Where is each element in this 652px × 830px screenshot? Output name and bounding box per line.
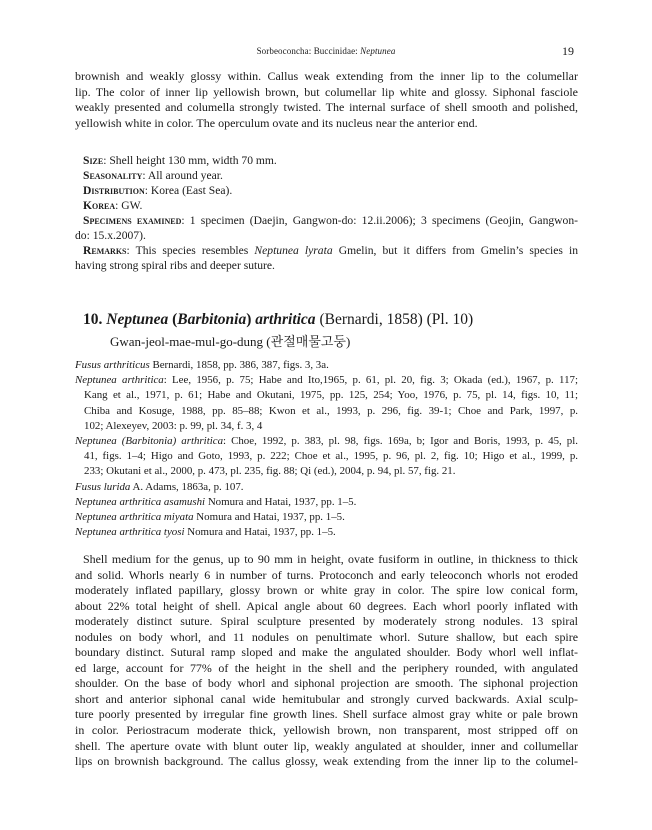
field-distribution — [83, 183, 578, 198]
text-line: 102; Alexeyev, 2003: p. 99, pl. 34, f. 3, 4 — [84, 419, 263, 432]
page-header — [0, 44, 652, 60]
text-line: 233; Okutani et al., 2000, p. 473, pl. 235, fig. 88; Qi (ed.), 2004, p. 94, pl. 57, fig. 21. — [84, 465, 456, 478]
field-label: Remarks — [83, 244, 127, 257]
subgenus-close: ) — [246, 311, 256, 328]
field-seasonality — [83, 168, 578, 183]
text-line: yellowish white in color. The operculum ovate and its nucleus near the anterior end. — [75, 115, 478, 130]
synonym-name: Neptunea arthritica asamushi — [75, 495, 206, 508]
text-line: do: 15.x.2007). — [75, 229, 146, 243]
species-heading — [83, 311, 473, 329]
text-line: ed large, account for 77% of the height in the shell and the periphery rounded, with angulated — [75, 660, 578, 675]
text-line: shell. The aperture ovate with blunt outer lip, weakly angulated at shoulder, inner and collumellar — [75, 738, 578, 753]
synonym-entry — [75, 373, 578, 434]
korean-common-name: Gwan-jeol-mae-mul-go-dung (관절매물고둥) — [110, 334, 351, 349]
text-line — [75, 373, 578, 388]
running-head — [0, 46, 652, 56]
synonym-entry — [75, 525, 578, 540]
synonym-entry — [75, 358, 578, 373]
text-line: 41, figs. 1–4; Higo and Goto, 1993, p. 222; Choe et al., 1995, p. 96, pl. 2, fig. 10; Higo et al., 1999, p. — [84, 450, 578, 463]
synonym-citation: : Lee, 1956, p. 75; Habe and Ito,1965, p. 61, pl. 20, fig. 3; Okada (ed.), 1967, p. 117; — [163, 374, 578, 387]
field-value: : 1 specimen (Daejin, Gangwon-do: 12.ii.2006); 3 specimens (Geojin, Gangwon- — [181, 214, 578, 227]
species-subgenus: Barbitonia — [177, 311, 247, 328]
synonym-entry — [75, 480, 578, 495]
text-line: in color. Periostracum moderate thick, yellowish brown, non transparent, most stripped off on — [75, 723, 578, 738]
synonym-entry — [75, 510, 578, 525]
text-line: short and anterior siphonal canal wide hemitubular and strongly curved backwards. Axial sculp- — [75, 691, 578, 706]
species-epithet: arthritica — [255, 311, 316, 328]
text-line: Shell medium for the genus, up to 90 mm in height, ovate fusiform in outline, in thickness to thick — [83, 552, 578, 566]
synonym-name: Neptunea arthritica — [75, 374, 164, 387]
synonym-entry — [75, 495, 578, 510]
synonym-subgenus: Barbitonia — [125, 435, 173, 448]
field-label: Specimens examined — [83, 214, 182, 227]
synonym-citation: Bernardi, 1858, pp. 386, 387, figs. 3, 3a. — [149, 359, 329, 371]
text-line: moderately distinct suture. Spiral sculpture presented by moderately strong nodules. 13 spiral — [75, 614, 578, 629]
synonym-entry — [75, 434, 578, 480]
text-line: Kang et al., 1971, p. 61; Habe and Okutani, 1975, pp. 125, 254; Yoo, 1976, p. 75, pl. 14, figs. 10, 11; — [84, 389, 578, 402]
synonym-citation: : Choe, 1992, p. 383, pl. 98, figs. 169a, b; Igor and Boris, 1993, p. 45, pl. — [223, 435, 578, 448]
text-line: weakly presented and columella strongly twisted. The internal surface of shell smooth and polished, — [75, 100, 578, 114]
field-korea — [83, 198, 578, 213]
field-specimens-examined — [75, 213, 578, 244]
running-head-text: Sorbeoconcha: Buccinidae: — [256, 46, 361, 56]
text-line — [75, 213, 578, 228]
synonym-name: Neptunea arthritica miyata — [75, 511, 194, 524]
synonym-citation: Nomura and Hatai, 1937, pp. 1–5. — [205, 495, 357, 508]
synonymy-list — [75, 358, 578, 540]
field-value: : Shell height 130 mm, width 70 mm. — [103, 154, 277, 167]
synonym-citation: Nomura and Hatai, 1937, pp. 1–5. — [184, 526, 336, 539]
field-label: Distribution — [83, 184, 145, 197]
species-reference: Neptunea lyrata — [254, 244, 333, 257]
field-size — [83, 153, 578, 168]
text-line: boundary distinct. Sutural ramp sloped and make the angulated shoulder. Body whorl well inflat- — [75, 645, 578, 660]
synonym-name: Fusus arthriticus — [75, 359, 150, 371]
text-line: about 22% total height of shell. Apical angle about 60 degrees. Each whorl poorly inflated with — [75, 598, 578, 613]
text-line: brownish and weakly glossy within. Callus weak extending from the inner lip to the columellar — [75, 69, 578, 83]
text-line: Chiba and Kosuge, 1988, pp. 85–88; Kwon et al., 1993, p. 296, fig. 39-1; Choe and Park, 1997, p. — [84, 404, 578, 417]
field-value: : Korea (East Sea). — [144, 184, 233, 197]
synonym-name: Fusus lurida — [75, 480, 131, 493]
synonym-name: Neptunea arthritica tyosi — [75, 526, 185, 539]
field-label: Size — [83, 154, 104, 167]
text-line: shoulder. On the base of body whorl and siphonal projection are smooth. The siphonal projection — [75, 676, 578, 691]
text-line — [75, 243, 578, 258]
synonym-citation: A. Adams, 1863a, p. 107. — [130, 480, 244, 493]
species-number: 10. — [83, 311, 103, 328]
field-value: : This species resembles — [126, 244, 255, 257]
synonym-citation: Nomura and Hatai, 1937, pp. 1–5. — [193, 511, 345, 524]
intro-paragraph — [75, 69, 578, 131]
text-line: nodules on body whorl, and 11 nodules on penultimate whorl. Suture shallow, but each spire — [75, 629, 578, 644]
subgenus-open: ( — [168, 311, 178, 328]
species-genus: Neptunea — [106, 311, 169, 328]
text-line: lips on brownish background. The callus glossy, weak extending from the inner lip to the columel- — [75, 754, 578, 769]
text-line: having strong spiral ribs and deeper suture. — [75, 259, 275, 273]
running-head-genus: Neptunea — [360, 46, 396, 56]
text-line: and solid. Whorls nearly 6 in number of turns. Protoconch and early teleoconch whorls not eroded — [75, 567, 578, 582]
synonym-name: Neptunea (Barbitonia) arthritica — [75, 435, 224, 448]
field-value: : All around year. — [142, 169, 223, 182]
text-line: moderately inflated papillary, glossy brown or white gray in color. The spire low conical form, — [75, 583, 578, 598]
text-line: lip. The color of inner lip yellowish brown, but columellar lip white and glossy. Siphonal fasciole — [75, 84, 578, 99]
text-line — [75, 434, 578, 449]
text-line: ture poorly presented by irregular fine growth lines. Shell surface almost gray white or pale brown — [75, 707, 578, 722]
page-number: 19 — [562, 44, 574, 58]
species-authority: (Bernardi, 1858) (Pl. 10) — [315, 311, 474, 328]
field-remarks — [75, 243, 578, 274]
description-paragraph — [75, 552, 578, 770]
field-label: Korea — [83, 199, 116, 212]
field-value: Gmelin, but it differs from Gmelin’s species in — [332, 244, 578, 257]
field-label: Seasonality — [83, 169, 143, 182]
field-value: : GW. — [115, 199, 143, 212]
